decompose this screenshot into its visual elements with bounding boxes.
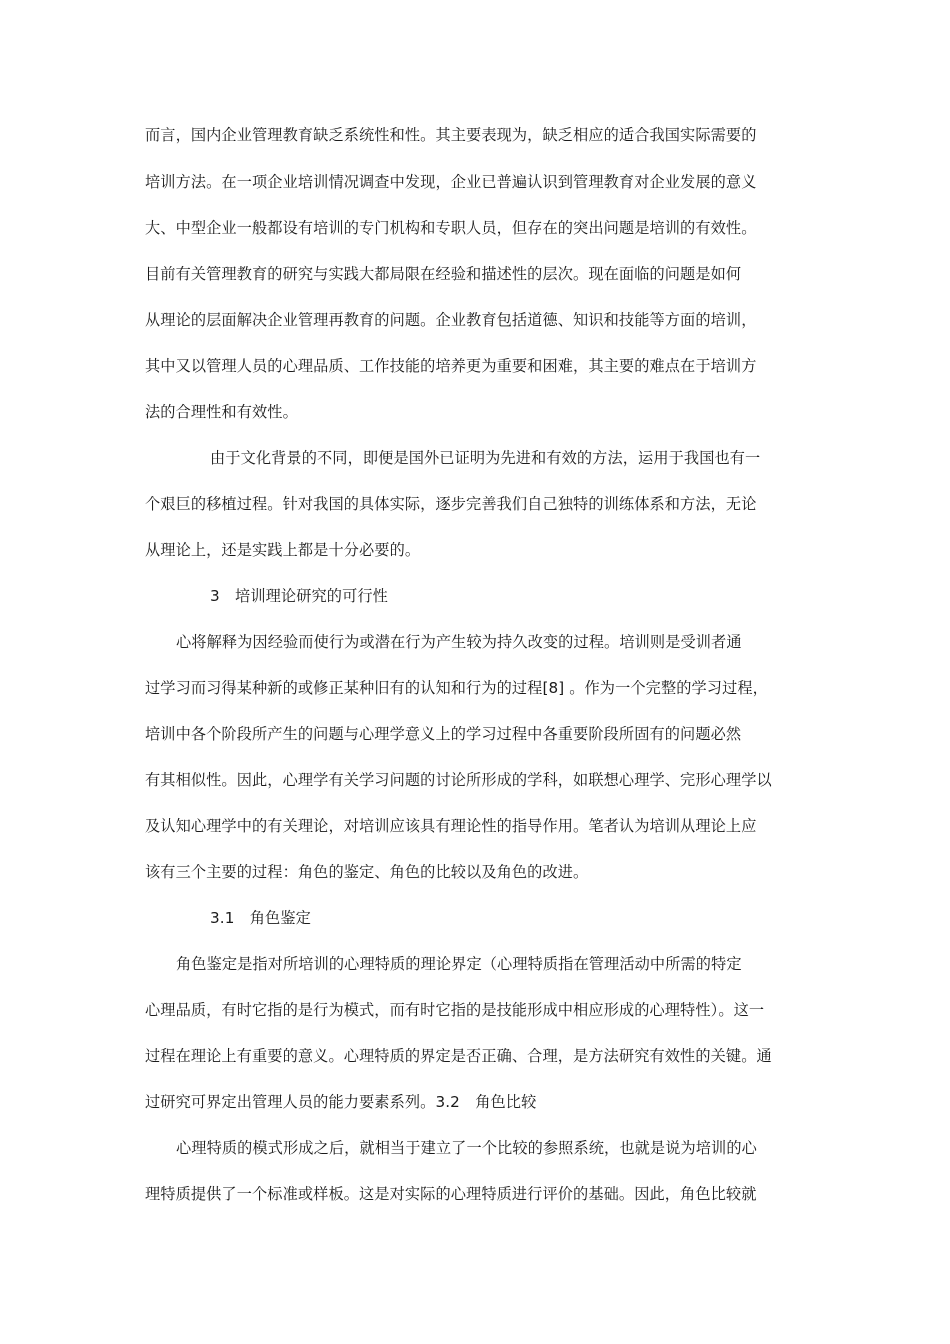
paragraph-2-line-3: 从理论上，还是实践上都是十分必要的。	[145, 541, 421, 559]
paragraph-1-line-4: 目前有关管理教育的研究与实践大都局限在经验和描述性的层次。现在面临的问题是如何	[145, 265, 742, 283]
paragraph-3-line-3: 培训中各个阶段所产生的问题与心理学意义上的学习过程中各重要阶段所固有的问题必然	[145, 725, 742, 743]
paragraph-4-line-4: 过研究可界定出管理人员的能力要素系列。3.2 角色比较	[145, 1093, 537, 1111]
paragraph-1-line-3: 大、中型企业一般都设有培训的专门机构和专职人员，但存在的突出问题是培训的有效性。	[145, 219, 757, 237]
paragraph-3-line-5: 及认知心理学中的有关理论，对培训应该具有理论性的指导作用。笔者认为培训从理论上应	[145, 817, 757, 835]
paragraph-1-line-5: 从理论的层面解决企业管理再教育的问题。企业教育包括道德、知识和技能等方面的培训，	[145, 311, 757, 329]
section-heading-3: 3 培训理论研究的可行性	[210, 587, 388, 605]
paragraph-3-line-6: 该有三个主要的过程：角色的鉴定、角色的比较以及角色的改进。	[145, 863, 589, 881]
paragraph-5-line-2: 理特质提供了一个标准或样板。这是对实际的心理特质进行评价的基础。因此，角色比较就	[145, 1185, 757, 1203]
paragraph-3-line-4: 有其相似性。因此，心理学有关学习问题的讨论所形成的学科，如联想心理学、完形心理学以	[145, 771, 772, 789]
paragraph-2-line-1: 由于文化背景的不同，即便是国外已证明为先进和有效的方法，运用于我国也有一	[210, 449, 761, 467]
paragraph-2-line-2: 个艰巨的移植过程。针对我国的具体实际，逐步完善我们自己独特的训练体系和方法，无论	[145, 495, 757, 513]
paragraph-1-line-6: 其中又以管理人员的心理品质、工作技能的培养更为重要和困难，其主要的难点在于培训方	[145, 357, 757, 375]
paragraph-5-line-1: 心理特质的模式形成之后，就相当于建立了一个比较的参照系统，也就是说为培训的心	[176, 1139, 757, 1157]
paragraph-4-line-2: 心理品质，有时它指的是行为模式，而有时它指的是技能形成中相应形成的心理特性）。这一	[145, 1001, 765, 1019]
paragraph-1-line-1: 而言，国内企业管理教育缺乏系统性和性。其主要表现为，缺乏相应的适合我国实际需要的	[145, 126, 757, 144]
section-heading-3-1: 3.1 角色鉴定	[210, 909, 311, 927]
paragraph-3-line-1: 心将解释为因经验而使行为或潜在行为产生较为持久改变的过程。培训则是受训者通	[176, 633, 742, 651]
paragraph-4-line-1: 角色鉴定是指对所培训的心理特质的理论界定（心理特质指在管理活动中所需的特定	[176, 955, 742, 973]
paragraph-4-line-3: 过程在理论上有重要的意义。心理特质的界定是否正确、合理，是方法研究有效性的关键。通	[145, 1047, 772, 1065]
paragraph-1-line-2: 培训方法。在一项企业培训情况调查中发现，企业已普遍认识到管理教育对企业发展的意义	[145, 173, 757, 191]
paragraph-1-line-7: 法的合理性和有效性。	[145, 403, 298, 421]
paragraph-3-line-2: 过学习而习得某种新的或修正某种旧有的认知和行为的过程[8] 。作为一个完整的学习过程，	[145, 679, 768, 697]
